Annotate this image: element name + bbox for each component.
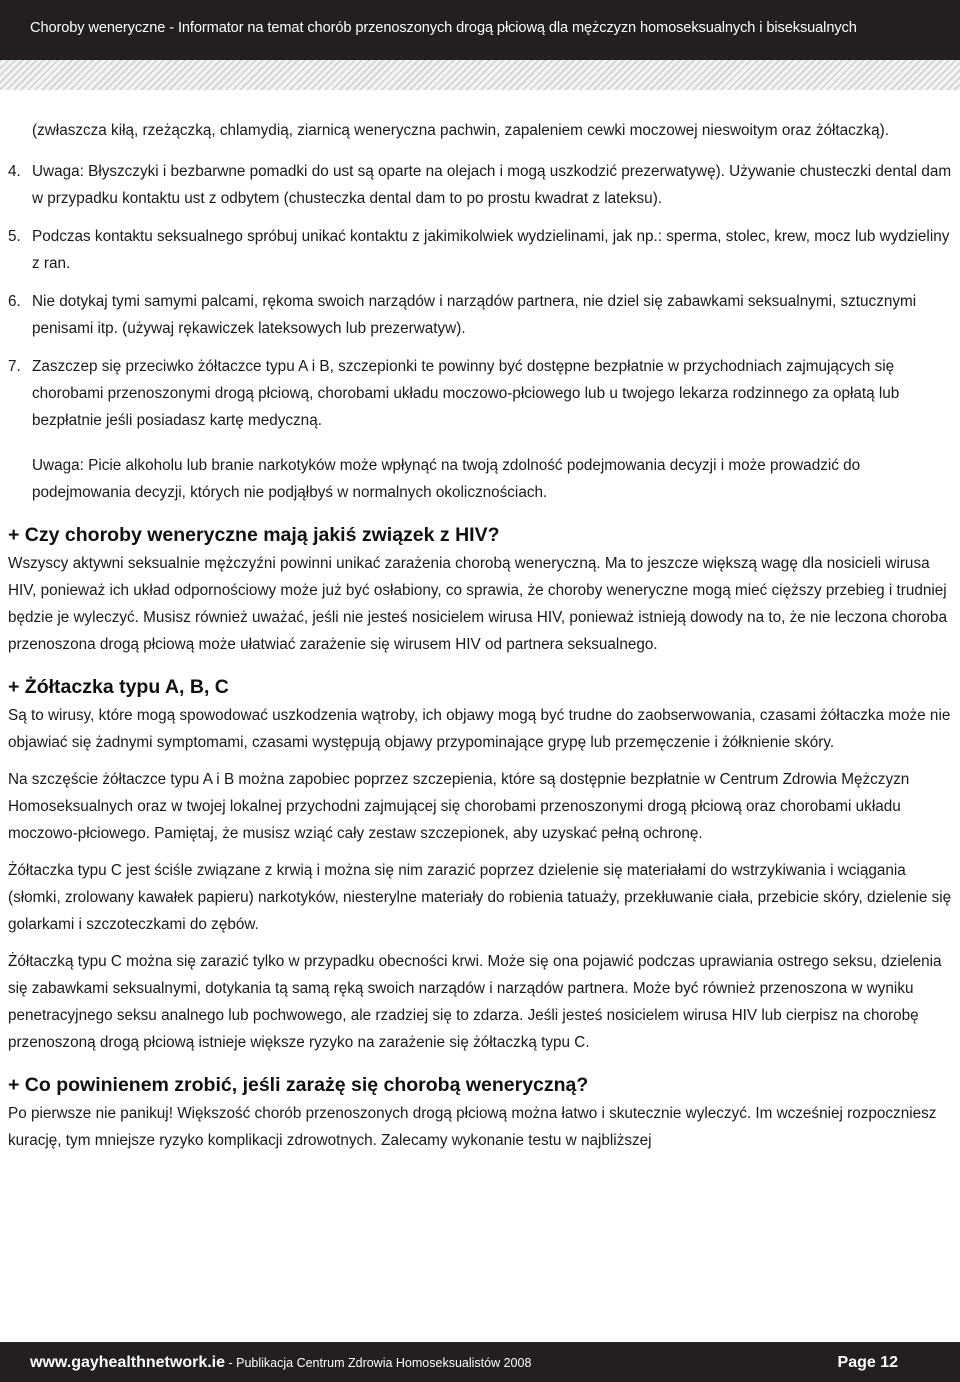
hepatitis-paragraph-4: Żółtaczką typu C można się zarazić tylko w przypadku obecności krwi. Może się ona pojawić podczas uprawiania ostrego seksu, dzielenia się zabawkami seksualnymi, dotykania tą samą ręką swoich narządów i narządów partnera. Może być również przenoszona w wyniku penetracyjnego seksu analnego lub pochwowego, ale rzadziej się to zdarza. Jeśli jesteś nosicielem wirusa HIV lub cierpisz na chorobę przenoszoną drogą płciową istnieje większe ryzyko na zarażenie się żółtaczką typu C. — [8, 953, 942, 1051]
list-text: Uwaga: Błyszczyki i bezbarwne pomadki do ust są oparte na olejach i mogą uszkodzić prezerwatywę). Używanie chusteczki dental dam w przypadku kontaktu ust z odbytem (chusteczka dental dam to po prostu kwadrat z lateksu). — [32, 163, 952, 207]
list-number: 5. — [8, 228, 21, 245]
list-number: 4. — [8, 163, 21, 180]
list-item — [8, 353, 958, 434]
publication-note: - Publikacja Centrum Zdrowia Homoseksualistów 2008 — [225, 1356, 532, 1370]
list-item — [8, 288, 958, 342]
section-heading-what-to-do: + Co powinienem zrobić, jeśli zarażę się chorobą weneryczną? — [8, 1074, 589, 1096]
list-text: Zaszczep się przeciwko żółtaczce typu A i B, szczepionki te powinny być dostępne bezpłatnie w przychodniach zajmujących się chorobami przenoszonymi drogą płciową, chorobami układu moczowo-płciowego lub u twojego lekarza rodzinnego za opłatą lub bezpłatnie jeśli posiadasz kartę medyczną. — [32, 358, 900, 429]
list-text: Podczas kontaktu seksualnego spróbuj unikać kontaktu z jakimikolwiek wydzielinami, jak np.: sperma, stolec, krew, mocz lub wydzieliny z ran. — [32, 228, 950, 272]
hepatitis-paragraph-1: Są to wirusy, które mogą spowodować uszkodzenia wątroby, ich objawy mogą być trudne do zaobserwowania, czasami żółtaczka może nie objawiać się żadnymi symptomami, czasami występują objawy przypominające grypę lub przemęczenie i żółknienie skóry. — [8, 707, 951, 751]
advice-list — [8, 158, 958, 434]
footer-url — [30, 1354, 531, 1372]
header-title: Choroby weneryczne - Informator na temat chorób przenoszonych drogą płciową dla mężczyzn homoseksualnych i biseksualnych — [30, 20, 857, 36]
page-number: Page 12 — [837, 1354, 898, 1371]
section-heading-hiv: + Czy choroby weneryczne mają jakiś związek z HIV? — [8, 524, 500, 546]
what-to-do-paragraph: Po pierwsze nie panikuj! Większość chorób przenoszonych drogą płciową można łatwo i skutecznie wyleczyć. Im wcześniej rozpoczniesz kurację, tym mniejsze ryzyko komplikacji zdrowotnych. Zalecamy wykonanie testu w najbliższej — [8, 1105, 937, 1149]
list-item — [8, 158, 958, 212]
intro-paragraph: (zwłaszcza kiłą, rzeżączką, chlamydią, ziarnicą weneryczna pachwin, zapaleniem cewki moczowej nieswoitym oraz żółtaczką). — [32, 122, 889, 139]
header-stripe-band — [0, 60, 960, 90]
hiv-paragraph: Wszyscy aktywni seksualnie mężczyźni powinni unikać zarażenia chorobą weneryczną. Ma to jeszcze większą wagę dla nosicieli wirusa HIV, ponieważ ich układ odpornościowy może już być osłabiony, co sprawia, że choroby weneryczne mogą mieć cięższy przebieg i trudniej będzie je wyleczyć. Musisz również uważać, jeśli nie jesteś nosicielem wirusa HIV, ponieważ istnieją dowody na to, że nie leczona choroba przenoszona drogą płciową może ułatwiać zarażenie się wirusem HIV od partnera seksualnego. — [8, 555, 947, 653]
page-header — [0, 0, 960, 60]
list-item — [8, 223, 958, 277]
section-heading-hepatitis: + Żółtaczka typu A, B, C — [8, 676, 229, 698]
hepatitis-paragraph-3: Żółtaczka typu C jest ściśle związane z krwią i można się nim zarazić poprzez dzielenie się materiałami do wstrzykiwania i wciągania (słomki, zrolowany kawałek papieru) narkotyków, niesterylne materiały do robienia tatuaży, przekłuwanie ciała, przebicie skóry, dzielenie się golarkami i szczoteczkami do zębów. — [8, 862, 952, 933]
list-number: 6. — [8, 293, 21, 310]
website-link[interactable]: www.gayhealthnetwork.ie — [30, 1354, 226, 1371]
hepatitis-paragraph-2: Na szczęście żółtaczce typu A i B można zapobiec poprzez szczepienia, które są dostępnie bezpłatnie w Centrum Zdrowia Mężczyzn Homoseksualnych oraz w twojej lokalnej przychodni zajmującej się chorobami przenoszonymi drogą płciową oraz chorobami układu moczowo-płciowego. Pamiętaj, że musisz wziąć cały zestaw szczepionek, aby uzyskać pełną ochronę. — [8, 771, 910, 842]
page-footer — [0, 1342, 960, 1382]
alcohol-note: Uwaga: Picie alkoholu lub branie narkotyków może wpłynąć na twoją zdolność podejmowania decyzji i może prowadzić do podejmowania decyzji, których nie podjąłbyś w normalnych okolicznościach. — [32, 457, 861, 501]
document-body — [8, 117, 958, 1154]
list-number: 7. — [8, 358, 21, 375]
list-text: Nie dotykaj tymi samymi palcami, rękoma swoich narządów i narządów partnera, nie dziel się zabawkami seksualnymi, sztucznymi penisami itp. (używaj rękawiczek lateksowych lub prezerwatyw). — [32, 293, 917, 337]
